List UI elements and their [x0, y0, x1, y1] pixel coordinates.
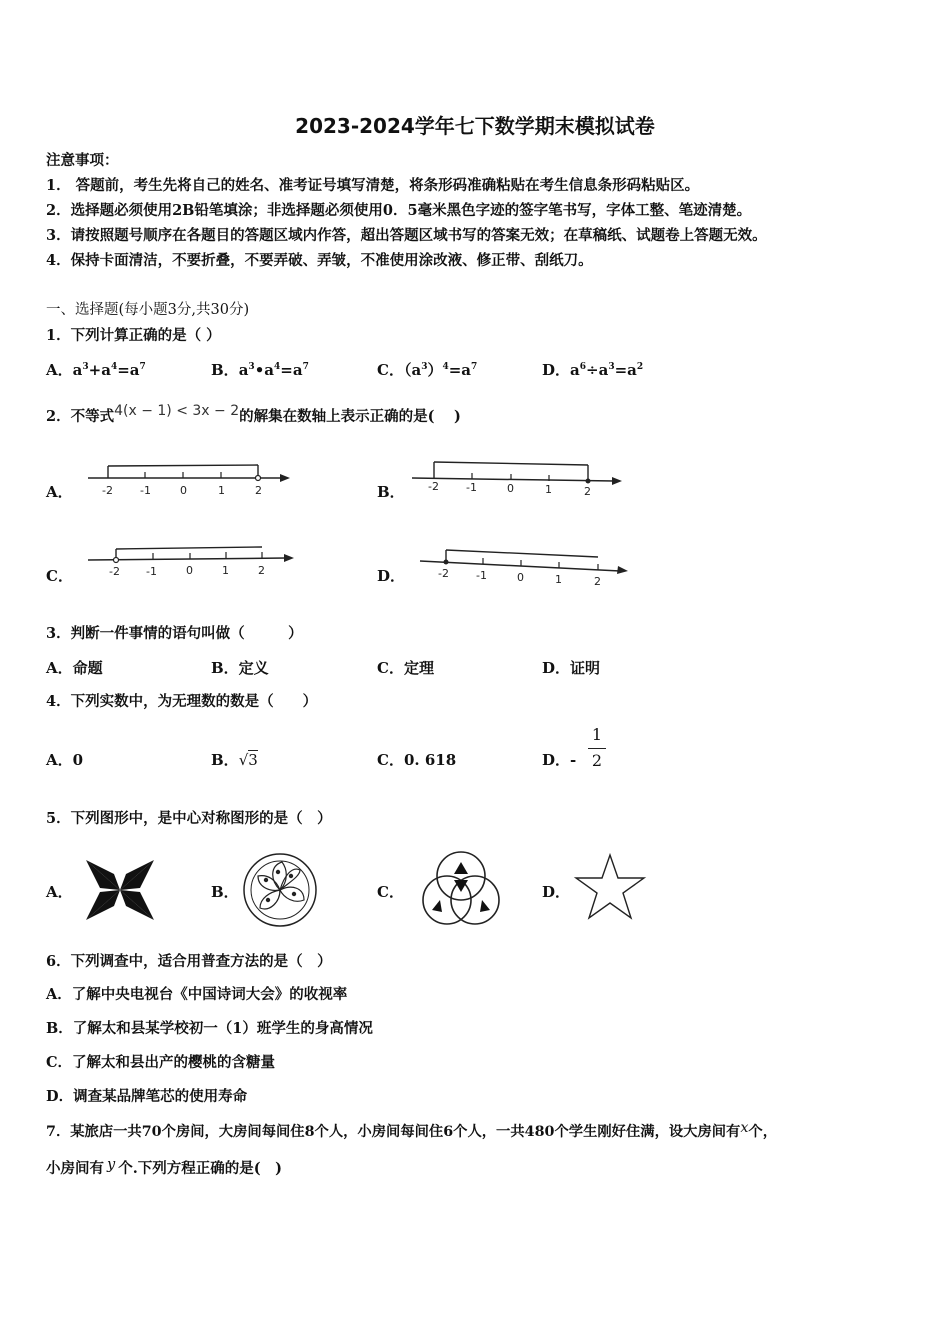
tick-label: -1	[146, 565, 157, 578]
q4-stem: 4．下列实数中，为无理数的数是（ ）	[46, 693, 318, 710]
q2-inequality: 4(x − 1) < 3x − 2	[114, 403, 240, 419]
tick-label: -2	[109, 565, 120, 578]
tick-label: 0	[507, 482, 514, 495]
q2-option-d[interactable]: D．	[377, 567, 406, 585]
q5-option-d[interactable]: D．	[542, 883, 571, 901]
tick-label: 1	[555, 573, 562, 586]
tick-label: 2	[594, 575, 601, 588]
q2-numberline-d	[418, 542, 632, 588]
q4-option-d[interactable]: D．-	[542, 751, 577, 769]
tick-label: 2	[584, 485, 591, 498]
q3-option-d[interactable]: D．证明	[542, 659, 601, 677]
q6-option-a[interactable]: A．了解中央电视台《中国诗词大会》的收视率	[46, 986, 348, 1003]
tick-label: -2	[428, 480, 439, 493]
tick-label: -2	[102, 484, 113, 497]
q4-option-a[interactable]: A．0	[46, 751, 84, 769]
fraction-numerator: 1	[591, 725, 603, 744]
notice-item: 3．请按照题号顺序在各题目的答题区域内作答，超出答题区域书写的答案无效；在草稿纸、试题卷上答题无效。	[46, 227, 767, 244]
q6-option-b[interactable]: B．了解太和县某学校初一（1）班学生的身高情况	[46, 1020, 373, 1037]
section-heading: 一、选择题(每小题3分,共30分)	[46, 302, 250, 318]
notice-item: 2．选择题必须使用2B铅笔填涂；非选择题必须使用0．5毫米黑色字迹的签字笔书写，字体工整、笔迹清楚。	[46, 202, 752, 219]
q1-option-b[interactable]: B．$a^3•a^4=a^7$	[211, 361, 309, 379]
q5-figure-pinwheel	[84, 858, 156, 922]
q3-option-a[interactable]: A．命题	[46, 659, 103, 677]
page-title: 2023-2024学年七下数学期末模拟试卷	[295, 114, 655, 138]
tick-label: 1	[222, 564, 229, 577]
tick-label: 1	[545, 483, 552, 496]
tick-label: -1	[140, 484, 151, 497]
q5-figure-bauhinia-emblem	[240, 852, 320, 928]
q6-stem: 6．下列调查中，适合用普查方法的是（ ）	[46, 953, 332, 970]
tick-label: 2	[255, 484, 262, 497]
tick-label: 1	[218, 484, 225, 497]
q2-numberline-b	[410, 454, 630, 500]
fraction-bar	[588, 748, 606, 749]
q6-option-c[interactable]: C．了解太和县出产的樱桃的含糖量	[46, 1054, 276, 1071]
q5-option-c[interactable]: C．	[377, 883, 404, 901]
tick-label: -1	[476, 569, 487, 582]
q4-fraction	[588, 727, 606, 769]
var-x: x	[740, 1120, 749, 1136]
q1-option-c[interactable]: C．$(a^3)^4=a^7$	[377, 361, 478, 379]
q2-option-a[interactable]: A．	[46, 483, 73, 501]
fraction-denominator: 2	[591, 751, 603, 770]
q2-numberline-c	[86, 541, 298, 581]
notice-item: 4．保持卡面清洁，不要折叠，不要弄破、弄皱，不准使用涂改液、修正带、刮纸刀。	[46, 252, 593, 269]
tick-label: -1	[466, 481, 477, 494]
q5-stem: 5．下列图形中，是中心对称图形的是（ ）	[46, 810, 332, 827]
q1-option-a[interactable]: A．$a^3+a^4=a^7$	[46, 361, 146, 379]
q1-stem: 1．下列计算正确的是（ ）	[46, 327, 221, 344]
q5-option-a[interactable]: A．	[46, 883, 73, 901]
q7-stem-line2: 小房间有 y 个.下列方程正确的是( )	[46, 1157, 282, 1177]
q1-option-d[interactable]: D．$a^6\div a^3=a^2$	[542, 361, 644, 379]
q5-figure-star	[572, 852, 648, 922]
q2-option-c[interactable]: C．	[46, 567, 73, 585]
tick-label: 2	[258, 564, 265, 577]
q6-option-d[interactable]: D．调查某品牌笔芯的使用寿命	[46, 1088, 248, 1105]
var-y: y	[107, 1157, 116, 1173]
q5-option-b[interactable]: B．	[211, 883, 239, 901]
tick-label: 0	[180, 484, 187, 497]
q7-stem-line1: 7．某旅店一共70个房间，大房间每间住8个人，小房间每间住6个人，一共480个学生刚好住满，设大房间有x个，	[46, 1120, 778, 1140]
tick-label: 0	[186, 564, 193, 577]
tick-label: -2	[438, 567, 449, 580]
q3-option-c[interactable]: C．定理	[377, 659, 434, 677]
q5-figure-triquetra	[414, 844, 508, 928]
q4-option-b[interactable]: B．√3	[211, 751, 258, 769]
tick-label: 0	[517, 571, 524, 584]
q2-numberline-a	[84, 458, 296, 500]
q2-stem: 2．不等式4(x − 1) < 3x − 2的解集在数轴上表示正确的是( )	[46, 403, 461, 425]
notice-heading: 注意事项：	[46, 152, 119, 169]
notice-item: 1． 答题前，考生先将自己的姓名、准考证号填写清楚，将条形码准确粘贴在考生信息条形码粘贴区。	[46, 177, 700, 194]
q3-option-b[interactable]: B．定义	[211, 659, 269, 677]
q4-option-c[interactable]: C．0. 618	[377, 751, 457, 769]
q2-option-b[interactable]: B．	[377, 483, 405, 501]
q3-stem: 3．判断一件事情的语句叫做（ ）	[46, 625, 303, 642]
